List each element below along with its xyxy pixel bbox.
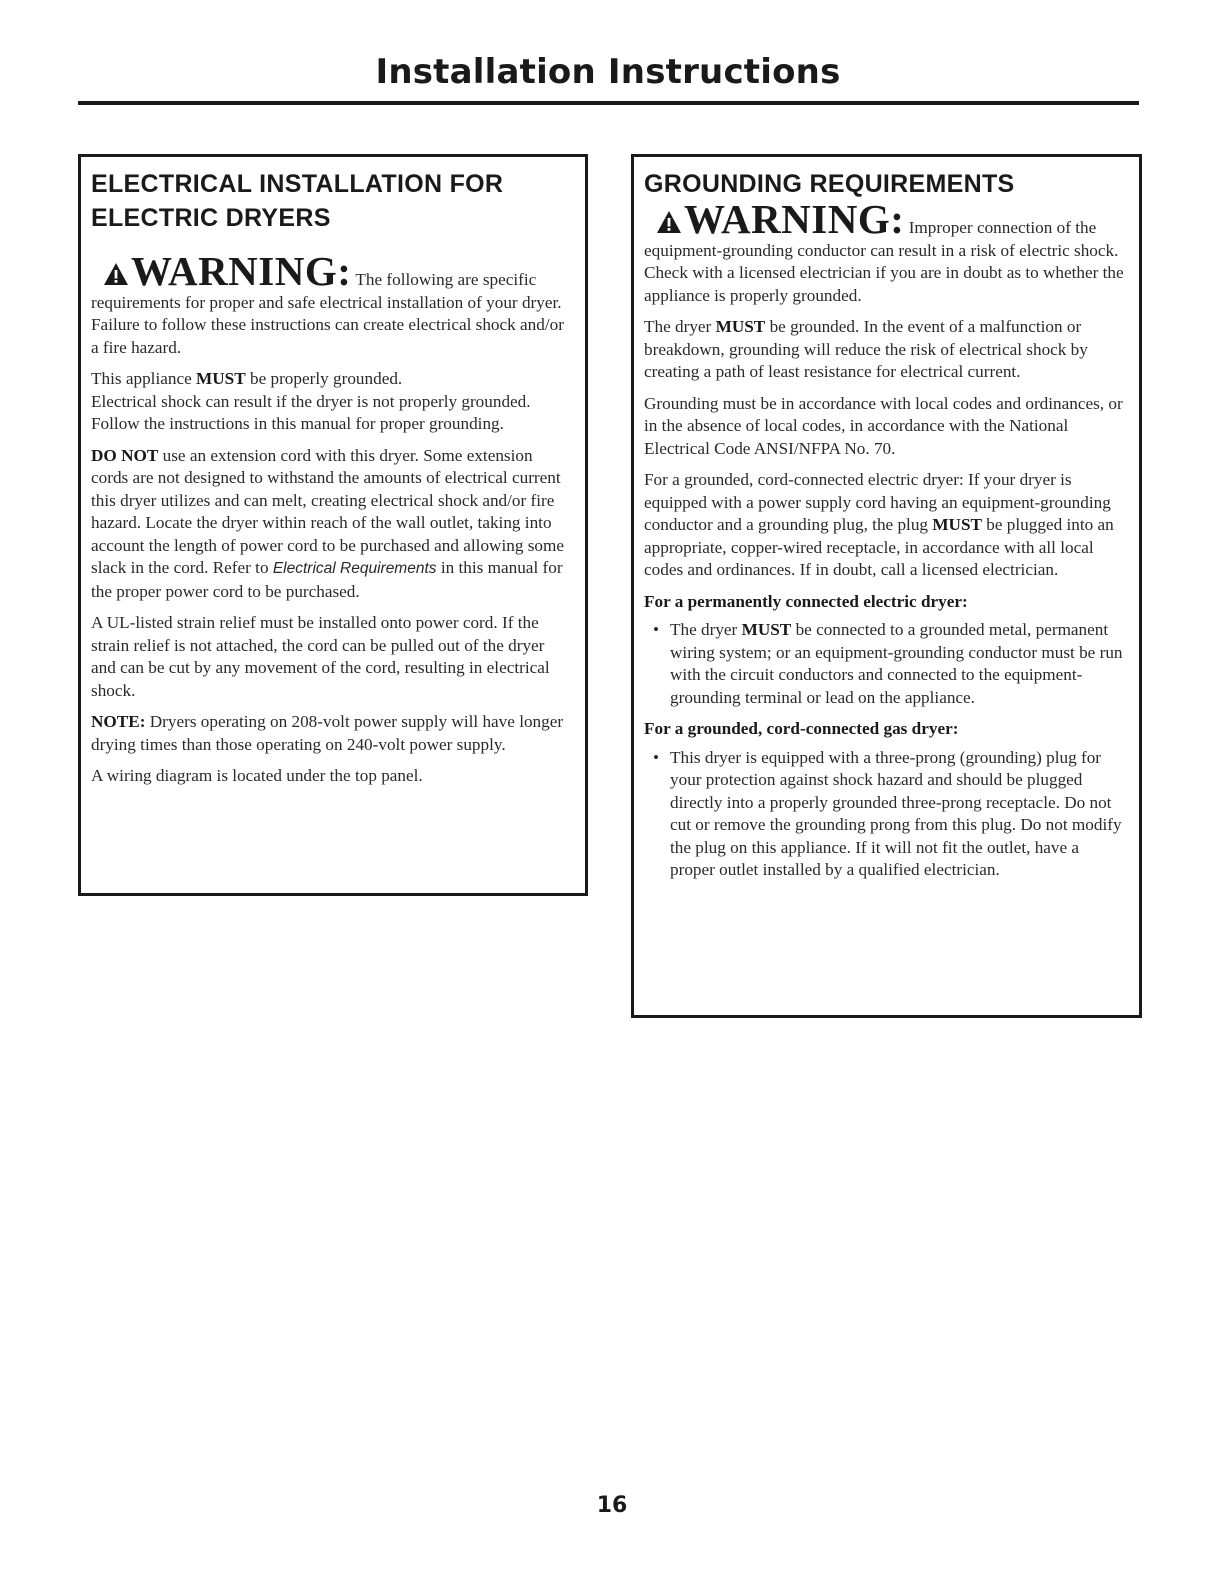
gas-dryer-list: [644, 747, 1127, 882]
electrical-requirements-reference: Electrical Requirements: [272, 560, 437, 577]
electrical-installation-section: [78, 154, 588, 896]
page-title: Installation Instructions: [375, 52, 841, 92]
extension-cord-paragraph: [91, 445, 573, 604]
p1-post: be properly grounded.: [245, 369, 403, 388]
list-item: • This dryer is equipped with a three-prong (grounding) plug for your protection against shock hazard and should be plugged directly into a properly grounded three-prong receptacle. Do not cut or remove the grounding prong from this plug. Do not modify the plug on this appliance. If it will not fit the outlet, have a proper outlet installed by a qualified electrician.: [670, 747, 1127, 882]
strain-relief-paragraph: A UL-listed strain relief must be installed onto power cord. If the strain relief is not attached, the cord can be pulled out of the dryer and can be cut by any movement of the cord, resulting in electrical shock.: [91, 613, 550, 700]
p3-pre: For a grounded, cord-connected electric dryer: If your dryer is equipped with a power supply cord having an equipment-grounding conductor and a grounding plug, the plug: [644, 470, 1111, 534]
must-emphasis: MUST: [715, 317, 766, 336]
note-label: NOTE:: [91, 712, 146, 731]
wiring-diagram-paragraph: A wiring diagram is located under the top panel.: [91, 766, 423, 785]
warning-triangle-icon: [103, 262, 129, 286]
p2-text-a: use an extension cord with this dryer. Some extension cords are not designed to withstand the amounts of electrical current this dryer utilizes and can melt, creating electrical shock and/or fire hazard. Locate the dryer within reach of the wall outlet, taking into account the length of power cord to be purchased and allowing some slack in the cord. Refer to: [91, 445, 564, 577]
must-be-grounded-paragraph: [644, 316, 1127, 384]
grounding-paragraph: [91, 368, 573, 436]
p2-text-b: in this manual for the proper power cord to be purchased.: [91, 558, 563, 601]
heading-line-2: ELECTRIC DRYERS: [91, 204, 331, 232]
warning-triangle-icon: [656, 210, 682, 234]
must-emphasis: MUST: [741, 620, 792, 639]
warning-paragraph: [91, 248, 573, 359]
title-divider: [78, 101, 1139, 105]
warning-paragraph: [644, 196, 1127, 307]
must-emphasis: MUST: [932, 515, 982, 534]
note-text: Dryers operating on 208-volt power supply will have longer drying times than those operating on 240-volt power supply.: [91, 712, 564, 754]
warning-label: WARNING:: [131, 248, 352, 294]
gas-dryer-subheading: For a grounded, cord-connected gas dryer:: [644, 719, 959, 738]
b1-pre: The dryer: [670, 620, 742, 639]
permanent-connection-subheading: For a permanently connected electric dryer:: [644, 591, 968, 611]
note-paragraph: [91, 711, 573, 756]
p1-pre: This appliance: [91, 369, 196, 388]
warning-text: The following are specific requirements for proper and safe electrical installation of your dryer. Failure to follow these instructions can create electrical shock and/or a fire hazard.: [91, 270, 564, 357]
p1-pre: The dryer: [644, 317, 716, 336]
section-heading: [91, 167, 573, 235]
do-not-emphasis: DO NOT: [91, 445, 159, 465]
section-heading: GROUNDING REQUIREMENTS: [644, 170, 1015, 198]
warning-label: WARNING:: [684, 196, 905, 242]
grounding-requirements-section: [631, 154, 1142, 1018]
cord-connected-paragraph: [644, 469, 1127, 582]
page-number: 16: [596, 1493, 628, 1518]
b1-post: be connected to a grounded metal, permanent wiring system; or an equipment-grounding conductor must be run with the circuit conductors and connected to the equipment-grounding terminal or lead on the appliance.: [670, 620, 1123, 707]
p1-line2: Electrical shock can result if the dryer is not properly grounded. Follow the instructions in this manual for proper grounding.: [91, 391, 531, 433]
permanent-connection-list: [644, 619, 1127, 709]
list-item: [670, 619, 1127, 709]
must-emphasis: MUST: [196, 369, 246, 388]
heading-line-1: ELECTRICAL INSTALLATION FOR: [91, 170, 504, 198]
p1-post: be grounded. In the event of a malfunction or breakdown, grounding will reduce the risk of electrical shock by creating a path of least resistance for electrical current.: [644, 317, 1088, 381]
codes-paragraph: Grounding must be in accordance with local codes and ordinances, or in the absence of local codes, in accordance with the National Electrical Code ANSI/NFPA No. 70.: [644, 393, 1123, 458]
warning-text: Improper connection of the equipment-grounding conductor can result in a risk of electric shock. Check with a licensed electrician if you are in doubt as to whether the appliance is properly grounded.: [644, 218, 1124, 305]
p3-post: be plugged into an appropriate, copper-wired receptacle, in accordance with all local codes and ordinances. If in doubt, call a licensed electrician.: [644, 515, 1114, 579]
